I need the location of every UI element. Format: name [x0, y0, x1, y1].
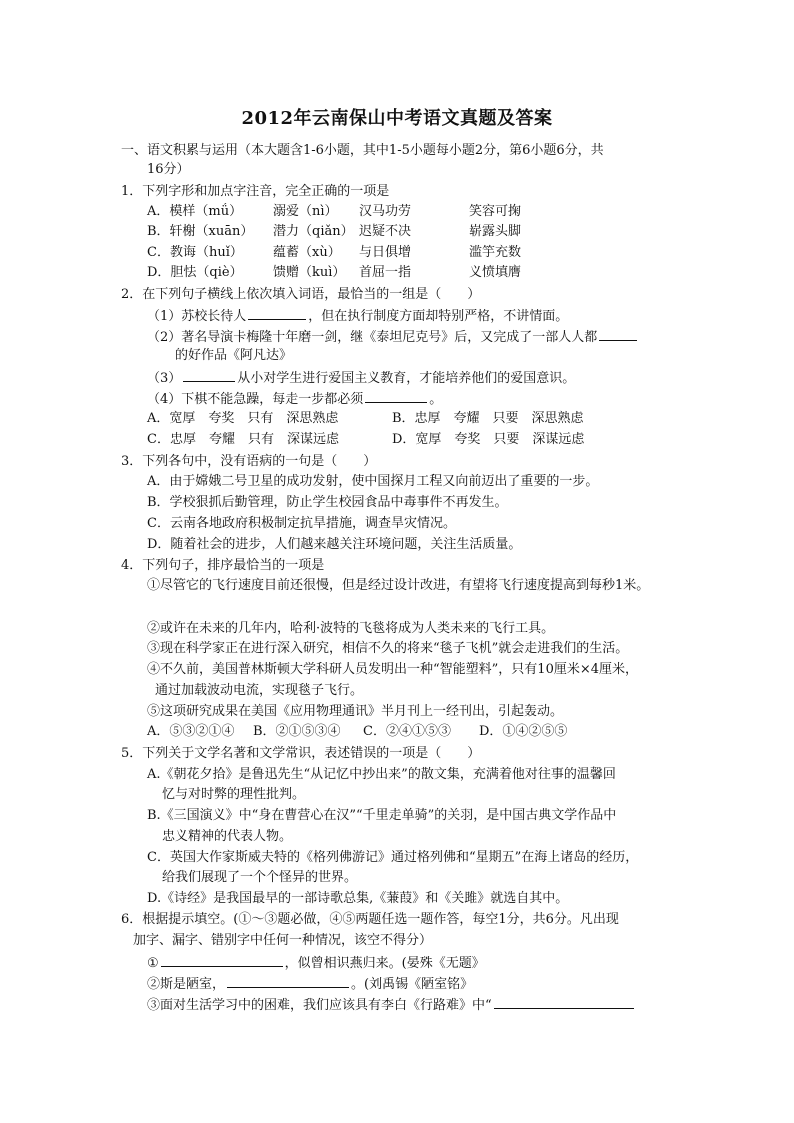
q1-d-4: 义愤填膺 [469, 265, 522, 280]
q3-option-d: D．随着社会的进步，人们越来越关注环境问题，关注生活质量。 [147, 537, 522, 552]
q2-option-d: D．宽厚 夸奖 只要 深谋远虑 [392, 432, 585, 447]
q1-c-2: 蕴蓄（xù） [273, 245, 341, 260]
fill-blank[interactable] [494, 995, 634, 1009]
q1-stem: 1．下列字形和加点字注音，完全正确的一项是 [121, 184, 390, 199]
q5-option-a-cont: 忆与对时弊的理性批判。 [162, 787, 306, 802]
q4-sentence-3: ③现在科学家正在进行深入研究，相信不久的将来“毯子飞机”就会走进我们的生活。 [147, 641, 629, 656]
q2-sentence-2 [147, 327, 639, 347]
fill-blank[interactable] [365, 389, 427, 403]
q2-option-b: B．忠厚 夸耀 只要 深思熟虑 [392, 411, 584, 426]
q3-option-c: C．云南各地政府积极制定抗旱措施，调查旱灾情况。 [147, 516, 456, 531]
q1-d-3: 首屈一指 [359, 265, 412, 280]
q2-option-c: C．忠厚 夸耀 只有 深谋远虑 [147, 432, 339, 447]
q1-option-c [147, 244, 521, 262]
q5-option-c: C．英国大作家斯威夫特的《格列佛游记》通过格列佛和“星期五”在海上诸岛的经历， [147, 850, 639, 865]
q1-a-3: 汉马功劳 [359, 204, 412, 219]
q2-options-cd [147, 431, 584, 449]
q1-c-4: 滥竽充数 [469, 245, 522, 260]
q2-s1-b: ，但在执行制度方面却特别严格，不讲情面。 [308, 309, 569, 324]
q5-option-c-cont: 给我们展现了一个个怪异的世界。 [162, 870, 358, 885]
q2-s3-b: 从小对学生进行爱国主义教育，才能培养他们的爱国意识。 [237, 371, 576, 386]
q1-option-d [147, 264, 521, 282]
q4-sentence-2: ②或许在未来的几年内，哈利·波特的飞毯将成为人类未来的飞行工具。 [147, 621, 555, 636]
q2-sentence-3 [147, 368, 575, 388]
q3-option-a: A．由于嫦娥二号卫星的成功发射，使中国探月工程又向前迈出了重要的一步。 [147, 474, 599, 489]
q4-option-c: C．②④①⑤③ [363, 724, 451, 739]
q6-line-3 [147, 995, 636, 1015]
q2-sentence-4 [147, 389, 442, 409]
q1-b-1: B．轩榭（xuān） [147, 224, 254, 239]
q4-sentence-1: ①尽管它的飞行速度目前还很慢，但是经过设计改进，有望将飞行速度提高到每秒1米。 [147, 578, 650, 593]
q2-s4-b: 。 [429, 392, 443, 407]
q6-line-2 [147, 974, 473, 994]
fill-blank[interactable] [227, 974, 349, 988]
q2-s2-a: （2）著名导演卡梅隆十年磨一剑，继《泰坦尼克号》后，又完成了一部人人都 [147, 330, 598, 345]
q1-option-a [147, 203, 521, 221]
q4-option-a: A．⑤③②①④ [147, 724, 235, 739]
q2-s3-a: （3） [147, 371, 182, 386]
q4-sentence-4-cont: 通过加载波动电流，实现毯子飞行。 [155, 683, 364, 698]
q1-c-3: 与日俱增 [359, 245, 412, 260]
q3-option-b: B．学校狠抓后勤管理，防止学生校园食品中毒事件不再发生。 [147, 495, 508, 510]
q4-option-b: B．②①⑤③④ [253, 724, 341, 739]
q1-a-1: A．模样（mǘ） [147, 204, 243, 219]
q1-option-b [147, 223, 521, 241]
q1-b-4: 崭露头脚 [469, 224, 522, 239]
q2-s1-a: （1）苏校长待人 [147, 309, 247, 324]
q4-sentence-5: ⑤这项研究成果在美国《应用物理通讯》半月刊上一经刊出，引起轰动。 [147, 704, 564, 719]
fill-blank[interactable] [183, 368, 235, 382]
q1-b-2: 潜力（qiǎn） [273, 224, 354, 239]
q4-stem: 4．下列句子，排序最恰当的一项是 [121, 558, 325, 573]
q5-option-d: D.《诗经》是我国最早的一部诗歌总集,《蒹葭》和《关雎》就选自其中。 [147, 891, 569, 906]
q1-a-2: 溺爱（nì） [273, 204, 338, 219]
page-title: 2012年云南保山中考语文真题及答案 [241, 108, 553, 129]
q6-stem-cont: 加字、漏字、错别字中任何一种情况，该空不得分） [133, 933, 433, 948]
q6-stem: 6．根据提示填空。(①～③题必做，④⑤两题任选一题作答，每空1分，共6分。凡出现 [121, 912, 619, 927]
q6-l3-a: ③面对生活学习中的困难，我们应该具有李白《行路难》中“ [147, 998, 492, 1013]
q2-options-ab [147, 410, 584, 428]
q1-a-4: 笑容可掬 [469, 204, 522, 219]
q6-l2-b: 。(刘禹锡《陋室铭》 [351, 977, 474, 992]
q6-line-1 [147, 953, 485, 973]
q5-option-a: A.《朝花夕拾》是鲁迅先生“从记忆中抄出来”的散文集，充满着他对往事的温馨回 [147, 767, 616, 782]
section-heading-cont: 16分） [147, 162, 190, 177]
q5-option-b-cont: 忠义精神的代表人物。 [162, 829, 293, 844]
q5-stem: 5．下列关于文学名著和文学常识，表述错误的一项是（ ） [121, 746, 481, 761]
q4-option-d: D．①④②⑤⑤ [479, 724, 568, 739]
fill-blank[interactable] [248, 306, 306, 320]
q2-s4-a: （4）下棋不能急躁，每走一步都必须 [147, 392, 364, 407]
q1-d-2: 馈赠（kuì） [273, 265, 346, 280]
q6-l2-a: ②斯是陋室， [147, 977, 226, 992]
q4-options [147, 723, 567, 741]
q5-option-b: B.《三国演义》中“身在曹营心在汉”“千里走单骑”的关羽，是中国古典文学作品中 [147, 808, 617, 823]
q6-l1-b: ，似曾相识燕归来。(晏殊《无题》 [284, 956, 485, 971]
q2-sentence-2-cont: 的好作品《阿凡达》 [175, 348, 293, 363]
q1-d-1: D．胆怯（qiè） [147, 265, 243, 280]
q1-b-3: 迟疑不决 [359, 224, 412, 239]
q6-l1-a: ① [147, 956, 159, 971]
q1-c-1: C．教诲（huǐ） [147, 245, 243, 260]
q2-stem: 2．在下列句子横线上依次填入词语，最恰当的一组是（ ） [121, 287, 481, 302]
fill-blank[interactable] [161, 953, 283, 967]
q2-sentence-1 [147, 306, 568, 326]
section-heading: 一、语文积累与运用（本大题含1-6小题，其中1-5小题每小题2分，第6小题6分，共 [121, 143, 604, 158]
q2-option-a: A．宽厚 夸奖 只有 深思熟虑 [147, 411, 339, 426]
q4-sentence-4: ④不久前，美国普林斯顿大学科研人员发明出一种“智能塑料”，只有10厘米×4厘米， [147, 662, 638, 677]
q3-stem: 3．下列各句中，没有语病的一句是（ ） [121, 454, 377, 469]
fill-blank[interactable] [599, 327, 637, 341]
